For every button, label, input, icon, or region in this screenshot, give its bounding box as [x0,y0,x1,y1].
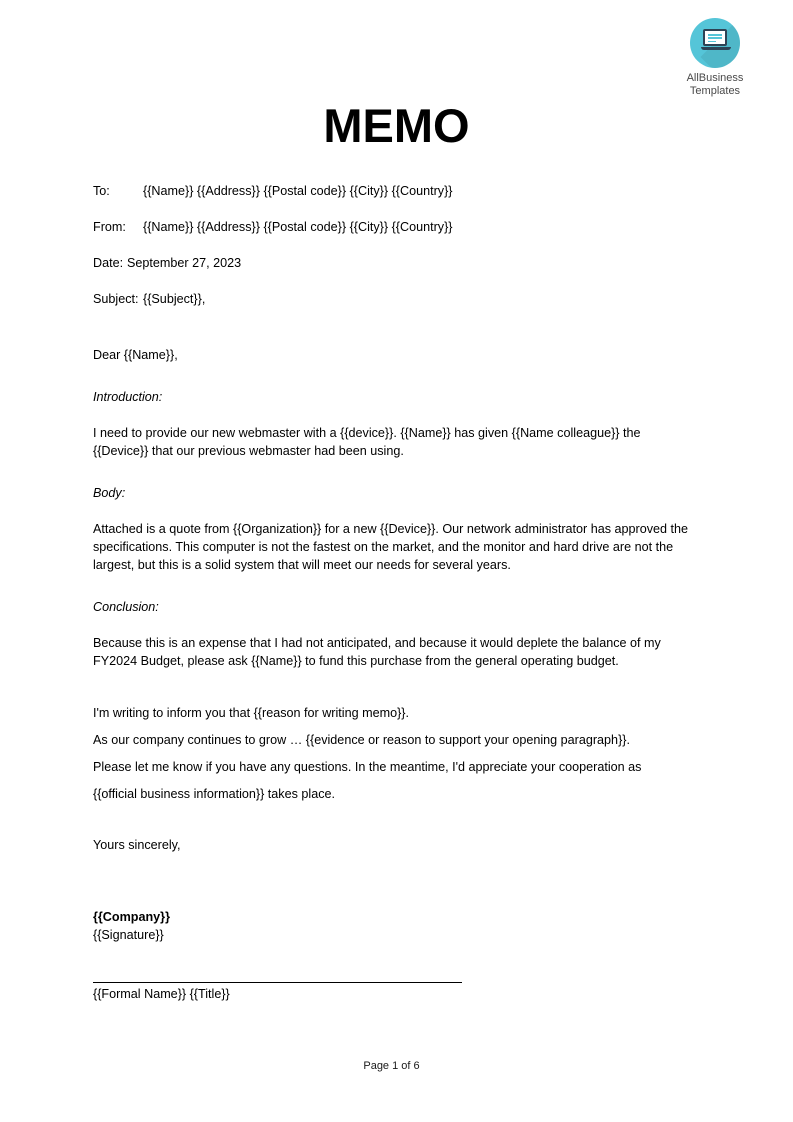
memo-field-date [93,254,701,272]
logo-wordmark-line-2: Templates [689,85,741,97]
subject-label: Subject: [93,292,139,306]
page-footer [0,1060,793,1072]
page-indicator: Page 1 of 6 [363,1060,420,1072]
closing-line-3: Please let me know if you have any questions. In the meantime, I'd appreciate your cooperation as [93,760,642,774]
signature-rule [93,982,462,983]
logo-wordmark [660,72,770,98]
introduction-paragraph: I need to provide our new webmaster with a {{device}}. {{Name}} has given {{Name colleague}} the {{Device}} that our previous webmaster had been using. [93,426,641,458]
laptop-base [701,47,731,50]
spacer [93,326,701,346]
closing-line-2: As our company continues to grow … {{evidence or reason to support your opening paragraph}}. [93,733,630,747]
closing-line-4: {{official business information}} takes place. [93,787,335,801]
date-value: September 27, 2023 [127,256,242,270]
conclusion-paragraph: Because this is an expense that I had not anticipated, and because it would deplete the balance of my FY2024 Budget, please ask {{Name}} to fund this purchase from the general operating budget. [93,636,661,668]
memo-field-subject [93,290,701,308]
signature-formal-name-title: {{Formal Name}} {{Title}} [93,987,230,1001]
signature-placeholder: {{Signature}} [93,928,164,942]
to-label: To: [93,184,110,198]
closing-line-1: I'm writing to inform you that {{reason for writing memo}}. [93,706,409,720]
signature-company: {{Company}} [93,910,170,924]
allbusiness-templates-logo [660,18,770,98]
page-title-text: MEMO [323,99,470,152]
laptop-screen-line [708,41,716,43]
logo-wordmark-line-1: AllBusiness [686,72,744,84]
introduction-heading: Introduction: [93,390,163,404]
laptop-glyph [701,29,729,50]
spacer [93,872,701,908]
laptop-screen-line [708,34,722,36]
spacer [93,688,701,700]
laptop-icon [690,18,740,68]
conclusion-heading: Conclusion: [93,600,159,614]
memo-field-from [93,218,701,236]
laptop-screen-line [708,37,722,39]
body-paragraph: Attached is a quote from {{Organization}} for a new {{Device}}. Our network administrator has approved the specifications. This computer is not the fastest on the market, and the monitor and hard drive are not the largest, but this is a solid system that will meet our needs for several years. [93,522,689,572]
from-label: From: [93,220,126,234]
to-value: {{Name}} {{Address}} {{Postal code}} {{City}} {{Country}} [143,184,453,198]
valediction: Yours sincerely, [93,838,181,852]
laptop-screen [703,29,727,46]
date-label: Date: [93,256,124,270]
salutation: Dear {{Name}}, [93,348,178,362]
subject-value: {{Subject}}, [143,292,206,306]
from-value: {{Name}} {{Address}} {{Postal code}} {{City}} {{Country}} [143,220,453,234]
memo-body [93,182,701,1003]
memo-field-to [93,182,701,200]
body-heading: Body: [93,486,126,500]
spacer [93,808,701,836]
spacer [93,944,701,982]
page-title [0,100,793,152]
